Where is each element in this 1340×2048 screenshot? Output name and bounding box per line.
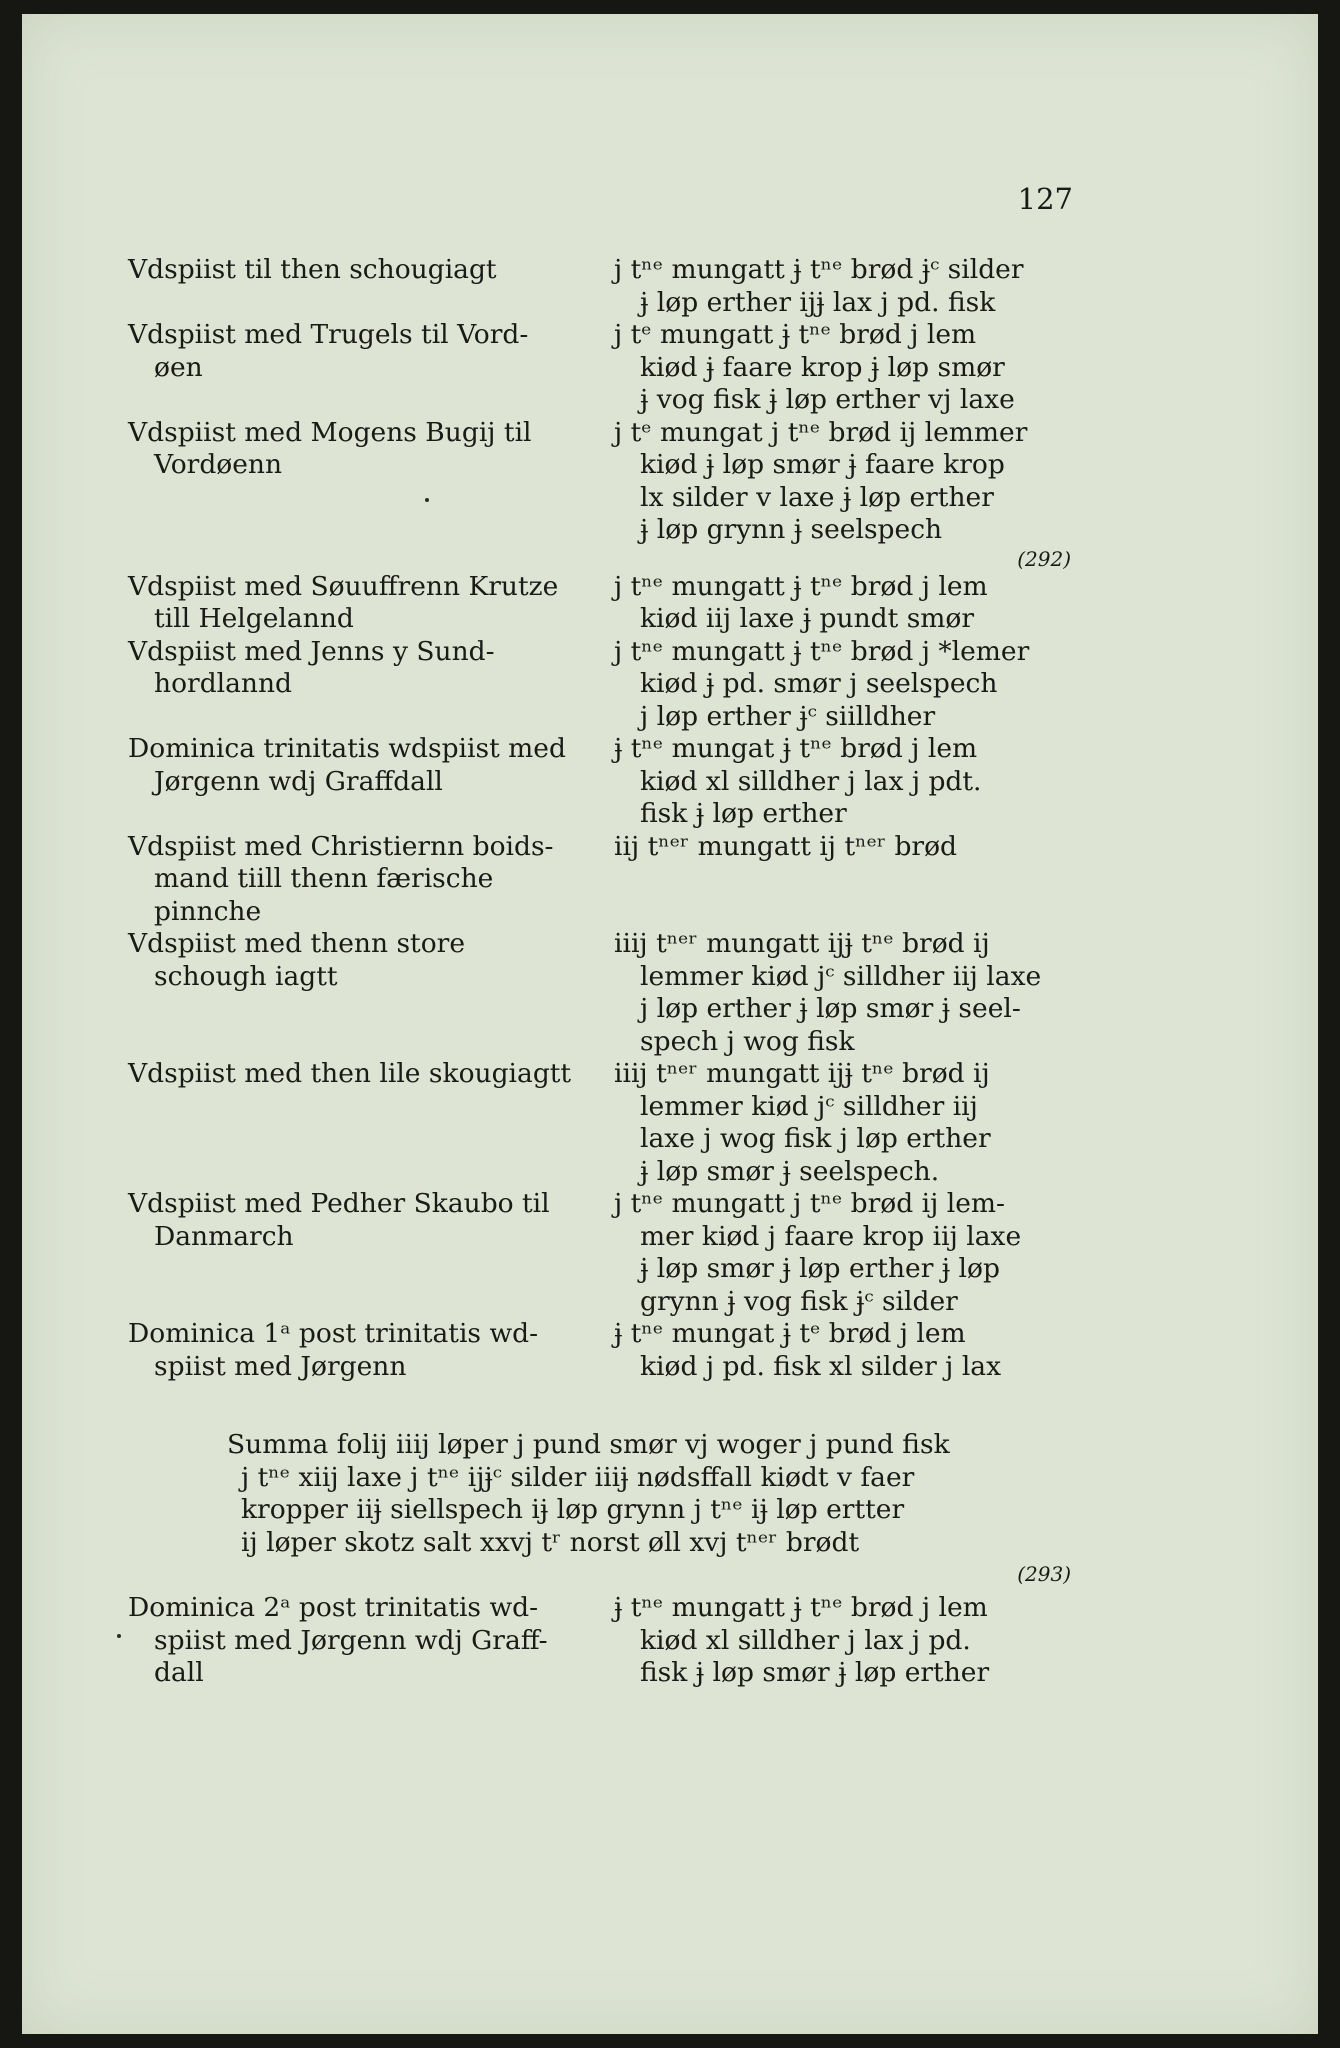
- entry-label-line: øen: [154, 351, 203, 383]
- entry-item-line: ɉ tⁿᵉ mungat ɉ tᵉ brød j lem: [614, 1318, 966, 1349]
- entry-item-line: j løp erther ɉᶜ siilldher: [640, 700, 936, 732]
- ledger-entry: [128, 1318, 1071, 1383]
- entry-item-line: j tᵉ mungat j tⁿᵉ brød ij lemmer: [614, 416, 1028, 448]
- entry-item-line: ɉ løp smør ɉ seelspech.: [640, 1155, 940, 1187]
- entry-item-line: ɉ vog fisk ɉ løp erther vj laxe: [640, 384, 1015, 415]
- entry-label-line: Jørgenn wdj Graffdall: [154, 765, 443, 797]
- entry-items: [596, 928, 1071, 1058]
- entry-item-line: kiød xl silldher j lax j pd.: [640, 1624, 971, 1656]
- entry-label-line: Vdspiist med Christiernn boids-: [128, 830, 554, 862]
- entry-item-line: j tᵉ mungatt ɉ tⁿᵉ brød j lem: [614, 319, 977, 350]
- entry-label-line: Dominica 2ᵃ post trinitatis wd-: [128, 1592, 539, 1623]
- entry-items: [596, 831, 1071, 864]
- entries-list: [128, 254, 1071, 1383]
- ledger-entry: [128, 928, 1071, 1058]
- entry-label-line: spiist med Jørgenn: [154, 1350, 407, 1382]
- entry-items: [596, 1188, 1071, 1318]
- entry-items: [596, 417, 1071, 547]
- entry-label-line: Vdspiist med Jenns y Sund-: [128, 635, 495, 667]
- entry-item-line: lemmer kiød jᶜ silldher iij laxe: [640, 960, 1042, 992]
- entry-item-line: spech j wog fisk: [640, 1025, 855, 1057]
- entry-label-line: till Helgelannd: [154, 603, 354, 634]
- entry-items: [596, 636, 1071, 734]
- entry-item-line: ɉ løp grynn ɉ seelspech: [640, 514, 943, 545]
- entry-item-line: j tⁿᵉ mungatt ɉ tⁿᵉ brød j lem: [614, 570, 988, 602]
- last-entry: [128, 1592, 1071, 1690]
- summa-block: [227, 1429, 1077, 1559]
- entry-label-line: Vdspiist med Trugels til Vord-: [128, 319, 529, 350]
- ledger-entry: [128, 319, 1071, 417]
- ledger-entry: [128, 571, 1071, 636]
- summa-line: kropper iiɉ siellspech iɉ løp grynn j tⁿᵉ iɉ løp ertter: [241, 1494, 905, 1525]
- entry-items: [596, 733, 1071, 831]
- entry-label-line: Dominica 1ᵃ post trinitatis wd-: [128, 1318, 539, 1349]
- entry-label-line: Vdspiist med thenn store: [128, 928, 465, 959]
- entry-item-line: laxe j wog fisk j løp erther: [640, 1123, 991, 1154]
- summa-line: Summa folij iiij løper j pund smør vj woger j pund fisk: [227, 1429, 950, 1460]
- page-reference-292: (292): [1017, 546, 1071, 571]
- entry-item-line: kiød ɉ løp smør ɉ faare krop: [640, 449, 1005, 480]
- entry-item-line: fisk ɉ løp erther: [640, 798, 847, 829]
- entry-items: [596, 319, 1071, 417]
- entry-label: [128, 1592, 596, 1690]
- ledger-entry: [128, 1188, 1071, 1318]
- entry-item-line: fisk ɉ løp smør ɉ løp erther: [640, 1657, 990, 1688]
- entry-label: [128, 254, 596, 287]
- entry-item-line: kiød ɉ faare krop ɉ løp smør: [640, 351, 1005, 383]
- entry-label-line: hordlannd: [154, 668, 293, 699]
- entry-item-line: j tⁿᵉ mungatt j tⁿᵉ brød ij lem-: [614, 1188, 1005, 1219]
- entry-item-line: iij tⁿᵉʳ mungatt ij tⁿᵉʳ brød: [614, 830, 957, 862]
- entry-label: [128, 928, 596, 993]
- ledger-entry: [128, 831, 1071, 929]
- entry-item-line: iiij tⁿᵉʳ mungatt ijɉ tⁿᵉ brød ij: [614, 928, 990, 959]
- entry-label: [128, 1318, 596, 1383]
- ledger-entry: [128, 417, 1071, 547]
- entry-items: [596, 1592, 1071, 1690]
- entry-label-line: Vdspiist til then schougiagt: [128, 254, 497, 285]
- entry-label-line: pinnche: [154, 895, 262, 927]
- entry-label-line: Vdspiist med then lile skougiagtt: [128, 1058, 572, 1089]
- entry-label-line: mand tiill thenn færische: [154, 863, 494, 894]
- last-entry: [128, 1592, 1071, 1690]
- entry-label: [128, 831, 596, 929]
- entry-item-line: kiød xl silldher j lax j pdt.: [640, 765, 982, 797]
- entry-label: [128, 1188, 596, 1253]
- entry-items: [596, 1058, 1071, 1188]
- entry-item-line: j tⁿᵉ mungatt ɉ tⁿᵉ brød ɉᶜ silder: [614, 254, 1024, 285]
- document-page: [22, 14, 1318, 2034]
- entry-label-line: Vdspiist med Pedher Skaubo til: [128, 1188, 550, 1219]
- summa-line: ij løper skotz salt xxvj tʳ norst øll xvj tⁿᵉʳ brødt: [241, 1526, 860, 1558]
- summa-line: j tⁿᵉ xiij laxe j tⁿᵉ ijɉᶜ silder iiiɉ nødsffall kiødt v faer: [241, 1461, 915, 1493]
- entry-item-line: j løp erther ɉ løp smør ɉ seel-: [640, 993, 1021, 1024]
- entry-item-line: kiød iij laxe ɉ pundt smør: [640, 603, 975, 634]
- entry-label-line: schough iagtt: [154, 960, 338, 992]
- entry-item-line: j tⁿᵉ mungatt ɉ tⁿᵉ brød j *lemer: [614, 635, 1030, 667]
- entry-items: [596, 254, 1071, 319]
- entry-label: [128, 636, 596, 701]
- entry-label-line: Vdspiist med Mogens Bugij til: [128, 416, 532, 448]
- ledger-entry: [128, 733, 1071, 831]
- page-reference-293: (293): [1017, 1562, 1071, 1586]
- entry-item-line: ɉ løp erther ijɉ lax j pd. fisk: [640, 286, 996, 318]
- entry-item-line: lemmer kiød jᶜ silldher iij: [640, 1090, 978, 1122]
- entry-items: [596, 571, 1071, 636]
- entry-label-line: Danmarch: [154, 1220, 294, 1252]
- entry-label-line: dall: [154, 1657, 204, 1688]
- entry-item-line: kiød ɉ pd. smør j seelspech: [640, 668, 998, 699]
- entry-items: [596, 1318, 1071, 1383]
- speck-mark-2: [117, 1634, 121, 1638]
- speck-mark: [425, 498, 429, 502]
- entry-label-line: Vdspiist med Søuuffrenn Krutze: [128, 570, 559, 602]
- entry-label-line: Dominica trinitatis wdspiist med: [128, 733, 566, 764]
- entry-item-line: kiød j pd. fisk xl silder j lax: [640, 1350, 1002, 1382]
- page-number: 127: [1017, 182, 1073, 216]
- ledger-entry: [128, 1058, 1071, 1188]
- entry-item-line: grynn ɉ vog fisk ɉᶜ silder: [640, 1285, 958, 1317]
- entry-item-line: ɉ tⁿᵉ mungat ɉ tⁿᵉ brød j lem: [614, 733, 978, 764]
- entry-label-line: spiist med Jørgenn wdj Graff-: [154, 1624, 548, 1656]
- entry-label-line: Vordøenn: [154, 449, 283, 480]
- entry-item-line: lx silder v laxe ɉ løp erther: [640, 481, 994, 513]
- entry-item-line: mer kiød j faare krop iij laxe: [640, 1220, 1022, 1252]
- entry-item-line: ɉ tⁿᵉ mungatt ɉ tⁿᵉ brød j lem: [614, 1592, 988, 1623]
- entry-label: [128, 571, 596, 636]
- ledger-entry: [128, 636, 1071, 734]
- entry-label: [128, 319, 596, 384]
- entry-label: [128, 417, 596, 482]
- entry-item-line: iiij tⁿᵉʳ mungatt ijɉ tⁿᵉ brød ij: [614, 1058, 990, 1089]
- entry-label: [128, 733, 596, 798]
- entry-item-line: ɉ løp smør ɉ løp erther ɉ løp: [640, 1253, 1000, 1284]
- entry-label: [128, 1058, 596, 1091]
- ledger-entry: [128, 254, 1071, 319]
